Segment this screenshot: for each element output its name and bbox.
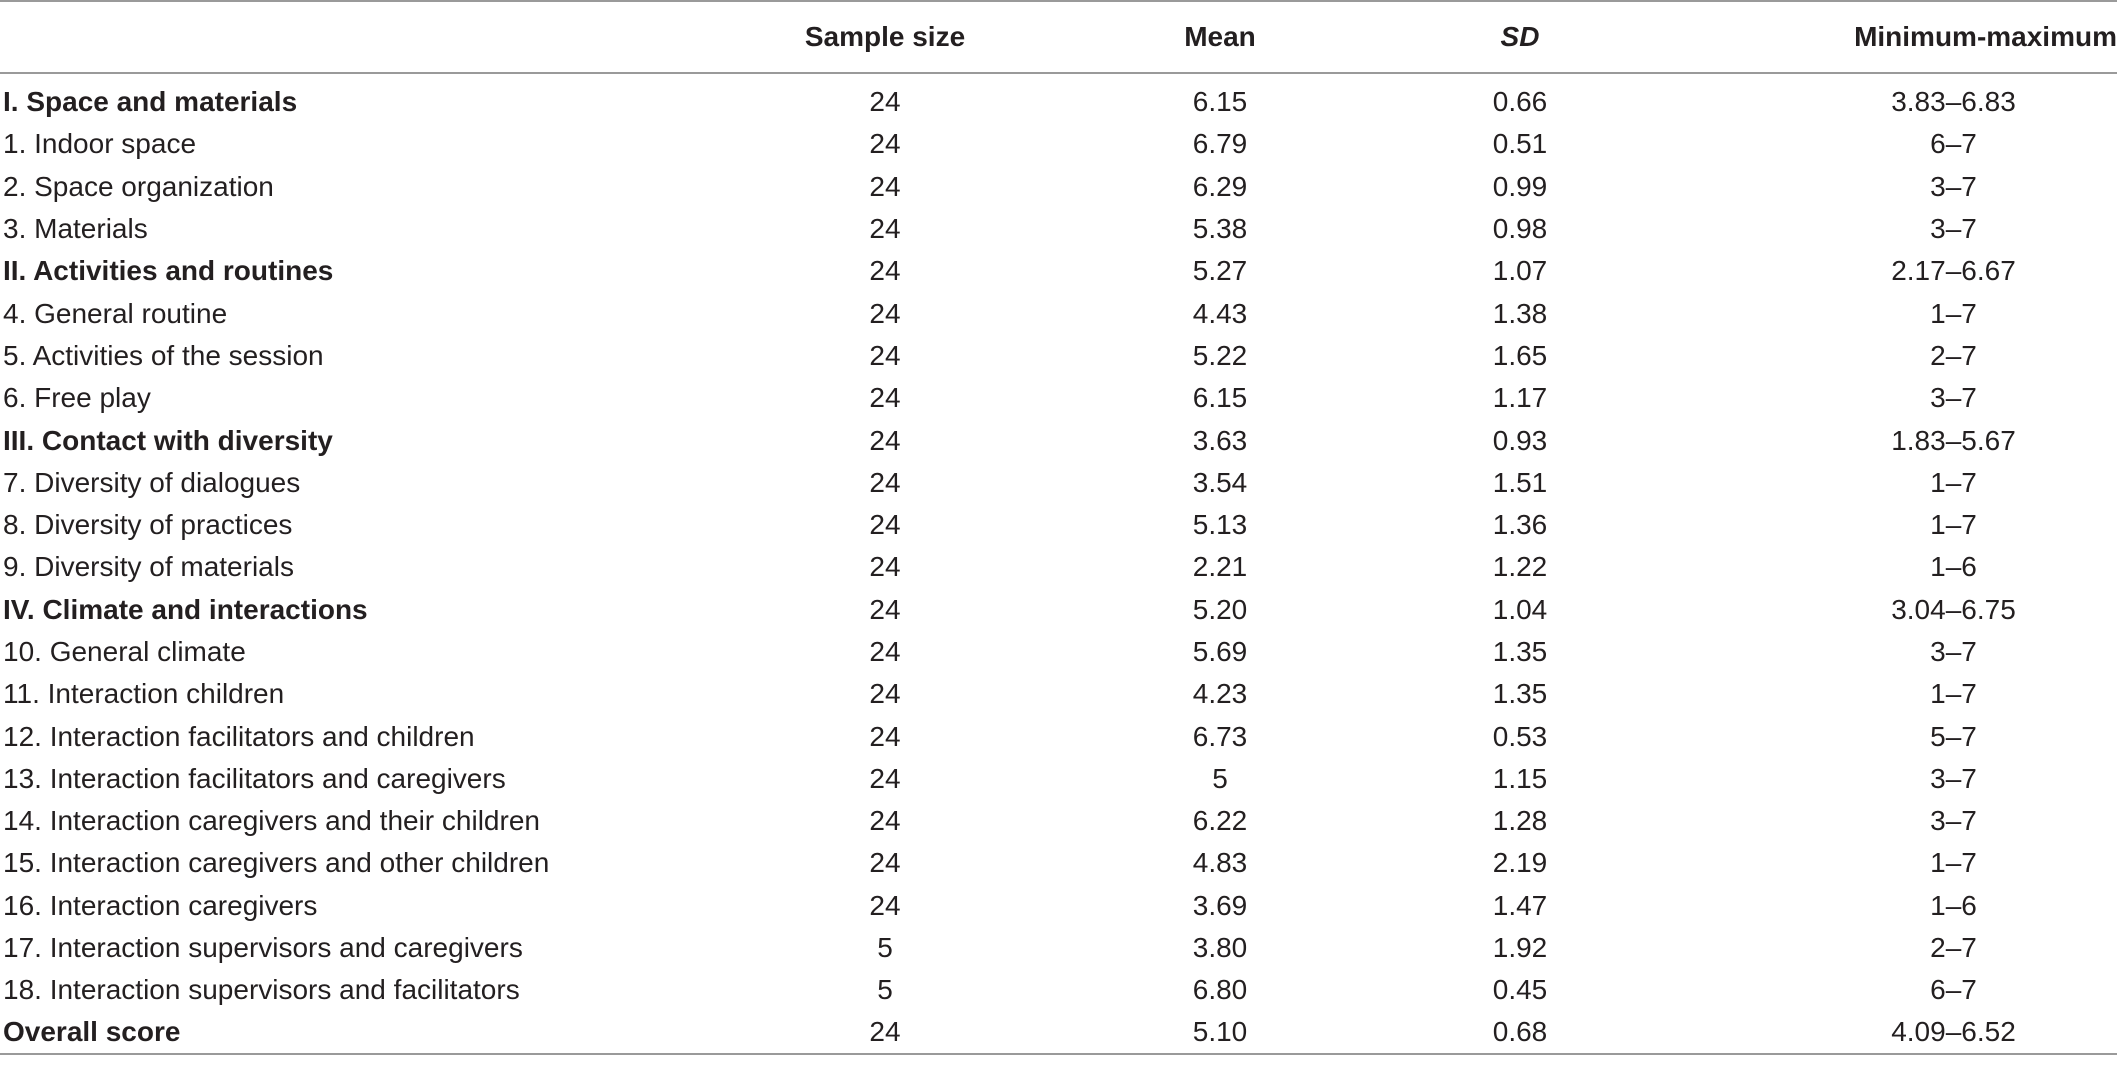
row-sample-size: 24 [869, 720, 901, 752]
row-label: IV. Climate and interactions [3, 593, 368, 625]
row-mean: 5.69 [1192, 636, 1248, 667]
table-row [0, 292, 2117, 334]
row-sample-size: 24 [869, 593, 901, 625]
row-min-max: 4.09–6.52 [1670, 1012, 2117, 1054]
row-min-max: 3–7 [1930, 213, 1977, 245]
table-row [0, 927, 2117, 969]
row-label: 14. Interaction caregivers and their children [3, 805, 540, 837]
row-sample-size: 24 [869, 297, 901, 329]
row-sd: 1.22 [1492, 551, 1548, 583]
table-row [0, 758, 2117, 800]
row-sample-size: 24 [869, 551, 901, 583]
row-sd: 0.98 [1492, 213, 1548, 245]
table-row [0, 715, 2117, 757]
row-mean: 5 [1212, 762, 1228, 794]
row-min-max: 2–7 [1930, 339, 1977, 371]
table-row [0, 166, 2117, 208]
table-row-section [0, 419, 2117, 461]
row-sample-size: 24 [869, 889, 901, 921]
row-sample-size: 24 [869, 636, 901, 667]
row-mean: 3.54 [1192, 466, 1248, 498]
table-row [0, 123, 2117, 165]
row-min-max: 3–7 [1930, 382, 1977, 414]
row-min-max: 2–7 [1930, 932, 1977, 964]
row-mean: 6.29 [1192, 170, 1248, 202]
row-mean: 5.27 [1192, 255, 1248, 287]
row-sd: 1.35 [1492, 678, 1548, 710]
row-min-max: 3–7 [1930, 636, 1977, 667]
table-row [0, 969, 2117, 1011]
row-sample-size: 24 [869, 466, 901, 498]
row-mean: 3.80 [1192, 932, 1248, 964]
row-label: Overall score [0, 1012, 700, 1054]
row-min-max: 3–7 [1930, 170, 1977, 202]
table-row [0, 377, 2117, 419]
row-sample-size: 24 [869, 762, 901, 794]
row-sample-size: 5 [877, 932, 893, 964]
row-mean: 6.15 [1192, 382, 1248, 414]
row-label: I. Space and materials [3, 86, 298, 118]
table-row [0, 504, 2117, 546]
header-label [0, 1, 700, 73]
row-sd: 0.99 [1492, 170, 1548, 202]
row-sample-size: 24 [869, 847, 901, 879]
table-row [0, 673, 2117, 715]
row-min-max: 3–7 [1930, 762, 1977, 794]
row-sd: 1.36 [1492, 509, 1548, 541]
header-mean: Mean [1070, 1, 1370, 73]
row-label: 12. Interaction facilitators and children [3, 720, 475, 752]
row-sd: 1.35 [1492, 636, 1548, 667]
row-label: 4. General routine [3, 297, 228, 329]
row-label: III. Contact with diversity [3, 424, 333, 456]
row-min-max: 3–7 [1930, 805, 1977, 837]
row-label: 7. Diversity of dialogues [3, 466, 301, 498]
row-sd: 1.51 [1492, 466, 1548, 498]
row-mean: 4.83 [1192, 847, 1248, 879]
row-sample-size: 24 [869, 213, 901, 245]
row-label: 1. Indoor space [3, 128, 197, 160]
row-sd: 0.53 [1492, 720, 1548, 752]
table-row [0, 631, 2117, 673]
row-label: 6. Free play [3, 382, 151, 414]
row-label: 5. Activities of the session [3, 339, 324, 371]
table-row [0, 462, 2117, 504]
table-row [0, 842, 2117, 884]
row-sd: 1.92 [1492, 932, 1548, 964]
row-sample-size: 24 [869, 339, 901, 371]
row-label: 10. General climate [3, 636, 246, 667]
row-sample-size: 24 [869, 805, 901, 837]
row-mean: 6.73 [1192, 720, 1248, 752]
header-sample-size: Sample size [700, 1, 1070, 73]
table-row-section [0, 1012, 2117, 1054]
table-row [0, 885, 2117, 927]
row-label: 17. Interaction supervisors and caregivers [3, 932, 523, 964]
row-mean: 5.13 [1192, 509, 1248, 541]
row-min-max: 6–7 [1930, 128, 1977, 160]
row-min-max: 2.17–6.67 [1891, 255, 2016, 287]
row-sample-size: 24 [869, 255, 901, 287]
row-sample-size: 24 [700, 1012, 1070, 1054]
spacer-row [0, 73, 2117, 81]
row-min-max: 1–7 [1930, 509, 1977, 541]
header-row [0, 1, 2117, 73]
row-sd: 1.38 [1492, 297, 1548, 329]
row-min-max: 3.83–6.83 [1891, 86, 2016, 118]
row-mean: 3.69 [1192, 889, 1248, 921]
row-mean: 6.15 [1192, 86, 1248, 118]
row-sd: 0.93 [1492, 424, 1548, 456]
row-label: 11. Interaction children [3, 678, 285, 710]
row-sd: 0.45 [1492, 974, 1548, 1006]
row-sample-size: 24 [869, 509, 901, 541]
row-label: 2. Space organization [3, 170, 274, 202]
row-min-max: 1–7 [1930, 466, 1977, 498]
row-sample-size: 24 [869, 170, 901, 202]
row-label: 15. Interaction caregivers and other children [3, 847, 550, 879]
row-sample-size: 24 [869, 128, 901, 160]
row-min-max: 1.83–5.67 [1891, 424, 2016, 456]
row-mean: 6.80 [1192, 974, 1248, 1006]
row-min-max: 1–7 [1930, 847, 1977, 879]
table-body [0, 73, 2117, 1054]
row-sd: 1.28 [1492, 805, 1548, 837]
row-mean: 6.79 [1192, 128, 1248, 160]
row-label: 8. Diversity of practices [3, 509, 293, 541]
row-min-max: 1–7 [1930, 678, 1977, 710]
row-sample-size: 24 [869, 382, 901, 414]
row-mean: 4.23 [1192, 678, 1248, 710]
row-label: 16. Interaction caregivers [3, 889, 318, 921]
row-mean: 6.22 [1192, 805, 1248, 837]
row-sd: 1.07 [1492, 255, 1548, 287]
row-sample-size: 5 [877, 974, 893, 1006]
header-min-max: Minimum-maximum [1670, 1, 2117, 73]
row-sd: 1.17 [1492, 382, 1548, 414]
row-sample-size: 24 [869, 424, 901, 456]
row-mean: 5.10 [1070, 1012, 1370, 1054]
table-row [0, 335, 2117, 377]
table-header [0, 1, 2117, 73]
row-sd: 1.15 [1492, 762, 1548, 794]
row-sd: 2.19 [1492, 847, 1548, 879]
row-label: 13. Interaction facilitators and caregivers [3, 762, 506, 794]
row-sd: 0.66 [1492, 86, 1548, 118]
row-sd: 0.51 [1492, 128, 1548, 160]
row-label: 9. Diversity of materials [3, 551, 294, 583]
row-min-max: 1–6 [1930, 889, 1977, 921]
table-row [0, 800, 2117, 842]
table-row-section [0, 81, 2117, 123]
table-row-section [0, 250, 2117, 292]
row-mean: 2.21 [1192, 551, 1248, 583]
row-min-max: 6–7 [1930, 974, 1977, 1006]
row-sample-size: 24 [869, 678, 901, 710]
row-min-max: 3.04–6.75 [1891, 593, 2016, 625]
row-mean: 5.20 [1192, 593, 1248, 625]
header-sd: SD [1370, 1, 1670, 73]
row-mean: 3.63 [1192, 424, 1248, 456]
table-row-section [0, 589, 2117, 631]
row-label: 3. Materials [3, 213, 148, 245]
row-label: 18. Interaction supervisors and facilitators [3, 974, 520, 1006]
table-row [0, 546, 2117, 588]
row-sd: 1.47 [1492, 889, 1548, 921]
row-min-max: 1–6 [1930, 551, 1977, 583]
row-mean: 4.43 [1192, 297, 1248, 329]
row-min-max: 5–7 [1930, 720, 1977, 752]
row-label: II. Activities and routines [3, 255, 334, 287]
row-sd: 1.65 [1492, 339, 1548, 371]
table-row [0, 208, 2117, 250]
row-sample-size: 24 [869, 86, 901, 118]
row-mean: 5.22 [1192, 339, 1248, 371]
row-min-max: 1–7 [1930, 297, 1977, 329]
row-sd: 1.04 [1492, 593, 1548, 625]
row-mean: 5.38 [1192, 213, 1248, 245]
row-sd: 0.68 [1370, 1012, 1670, 1054]
